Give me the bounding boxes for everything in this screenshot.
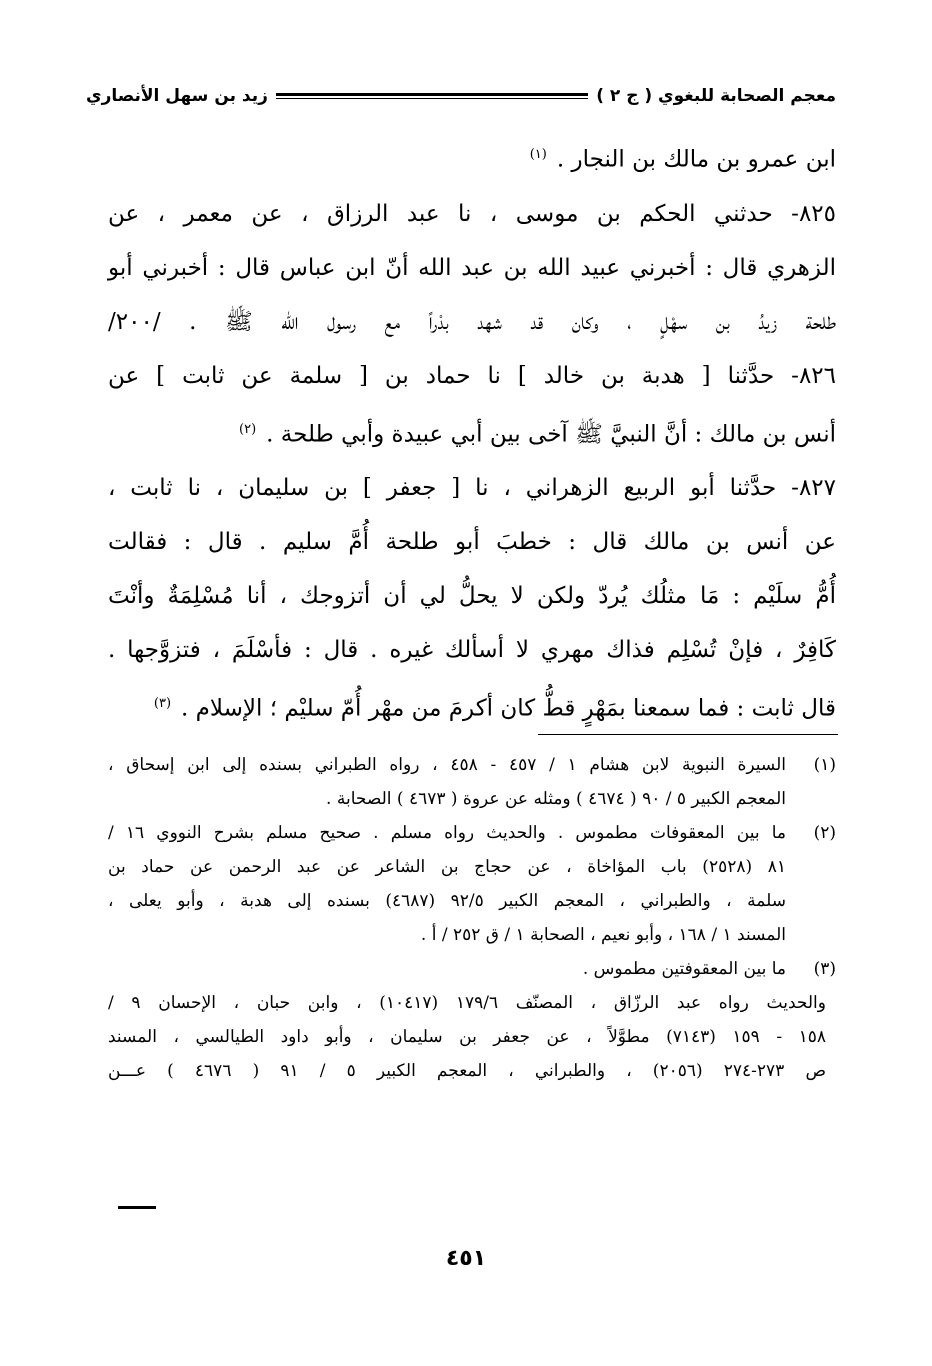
text-line-10: كَافِرٌ ، فإنْ تُسْلِم فذاك مهري لا أسألك غيره . قال : فأسْلَمَ ، فتزوَّجها . bbox=[108, 637, 836, 664]
book-title: معجم الصحابة للبغوي ( ج ٢ ) bbox=[596, 86, 836, 106]
footnote-mark-2: (٢) bbox=[239, 421, 257, 437]
footnote-number: (١) bbox=[813, 755, 836, 775]
footnote-line: ٨١ (٢٥٢٨) باب المؤاخاة ، عن حجاج بن الشاعر عن عبد الرحمن عن حماد بن bbox=[108, 857, 786, 877]
footnote-separator bbox=[538, 734, 838, 735]
footnote-mark-3: (٣) bbox=[153, 696, 172, 712]
text-line-8: عن أنس بن مالك قال : خطبَ أبو طلحة أُمَّ سليم . قال : فقالت bbox=[108, 529, 836, 556]
continuation-dash bbox=[118, 1206, 156, 1209]
page-number: ٤٥١ bbox=[445, 1246, 487, 1271]
footnote-line: والحديث رواه عبد الرزّاق ، المصنّف ١٧٩/٦ (١٠٤١٧) ، وابن حبان ، الإحسان ٩ / bbox=[108, 993, 826, 1013]
footnote-line: السيرة النبوية لابن هشام ١ / ٤٥٧ - ٤٥٨ ، رواه الطبراني بسنده إلى ابن إسحاق ، bbox=[108, 755, 786, 775]
footnote-line: المسند ١ / ١٦٨ ، وأبو نعيم ، الصحابة ١ / ق ٢٥٢ / أ . bbox=[420, 925, 786, 945]
text-line-5: ٨٢٦- حدَّثنا [ هدبة بن خالد ] نا حماد بن [ سلمة عن ثابت ] عن bbox=[108, 362, 836, 389]
footnote-line: ما بين المعقوفات مطموس . والحديث رواه مسلم . صحيح مسلم بشرح النووي ١٦ / bbox=[108, 823, 786, 843]
text-line-9: أُمُّ سلَيْم : مَا مثلُك يُردّ ولكن لا يحلُّ لي أن أتزوجك ، أنا مُسْلِمَةٌ وأنْتَ bbox=[108, 583, 836, 610]
text-line-4: طلحة زيدُ بن سهْلٍ ، وكان قد شهد بدْراً مع رسول الله ﷺ . /٢٠٠/ bbox=[108, 308, 836, 335]
footnote-line: المعجم الكبير ٥ / ٩٠ ( ٤٦٧٤ ) ومثله عن عروة ( ٤٦٧٣ ) الصحابة . bbox=[326, 789, 786, 809]
footnotes bbox=[108, 748, 836, 1088]
footnote-line: سلمة ، والطبراني ، المعجم الكبير ٩٢/٥ (٤٦٨٧) بسنده إلى هدبة ، وأبو يعلى ، bbox=[108, 891, 786, 911]
text-line-1: ابن عمرو بن مالك بن النجار .$^{(١)}$ bbox=[529, 146, 836, 173]
text-line-2: ٨٢٥- حدثني الحكم بن موسى ، نا عبد الرزاق ، عن معمر ، عن bbox=[108, 200, 836, 227]
running-header bbox=[86, 76, 836, 116]
footnote-line: ص ٢٧٣-٢٧٤ (٢٠٥٦) ، والطبراني ، المعجم الكبير ٥ / ٩١ ( ٤٦٧٦ ) عـــن bbox=[108, 1061, 826, 1081]
footnote-mark-1: (١) bbox=[529, 147, 547, 162]
text-line-11: قال ثابت : فما سمعنا بمَهْرٍ قطُّ كان أكرمَ من مهْر أُمّ سليْم ؛ الإسلام .$^{(٣)}$ bbox=[153, 695, 836, 722]
footnote-line: ما بين المعقوفتين مطموس . bbox=[582, 959, 786, 979]
footnote-number: (٢) bbox=[813, 823, 836, 843]
main-text bbox=[108, 128, 836, 736]
text-line-6: أنس بن مالك : أنَّ النبيَّ ﷺ آخى بين أبي عبيدة وأبي طلحة .$^{(٢)}$ bbox=[239, 421, 836, 448]
footnote-line: ١٥٨ - ١٥٩ (٧١٤٣) مطوَّلاً ، عن جعفر بن سليمان ، وأبو داود الطيالسي ، المسند bbox=[108, 1027, 826, 1047]
header-rule bbox=[276, 93, 588, 99]
footnote-3 bbox=[108, 952, 836, 986]
text-line-7: ٨٢٧- حدَّثنا أبو الربيع الزهراني ، نا [ جعفر ] بن سليمان ، نا ثابت ، bbox=[108, 475, 836, 502]
section-title: زيد بن سهل الأنصاري bbox=[86, 86, 268, 106]
footnote-1 bbox=[108, 748, 836, 816]
footnote-2 bbox=[108, 816, 836, 952]
text-line-3: الزهري قال : أخبرني عبيد الله بن عبد الله أنّ ابن عباس قال : أخبرني أبو bbox=[108, 254, 836, 281]
footnote-3-continuation bbox=[108, 986, 826, 1088]
footnote-number: (٣) bbox=[813, 959, 836, 979]
